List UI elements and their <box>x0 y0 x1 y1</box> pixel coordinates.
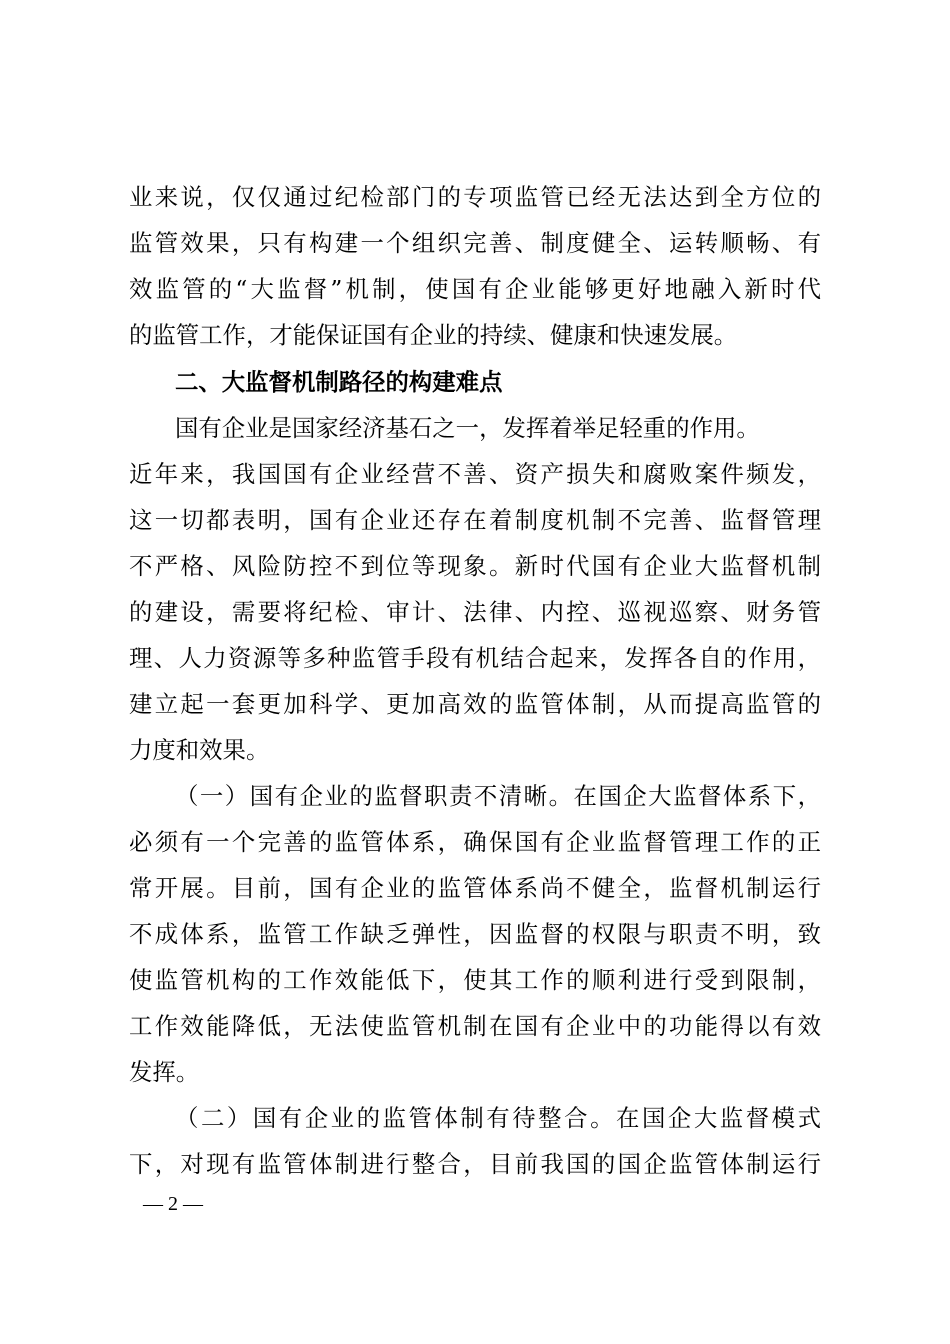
body-text-line: 近年来，我国国有企业经营不善、资产损失和腐败案件频发， <box>129 460 821 488</box>
body-text-line: 工作效能降低，无法使监管机制在国有企业中的功能得以有效 <box>129 1012 821 1040</box>
body-text-line: 必须有一个完善的监管体系，确保国有企业监督管理工作的正 <box>129 828 821 856</box>
body-text-line: 建立起一套更加科学、更加高效的监管体制，从而提高监管的 <box>129 690 821 718</box>
page-number: — 2 — <box>143 1193 203 1215</box>
section-heading: 二、大监督机制路径的构建难点 <box>175 368 503 396</box>
body-text-line: 效监管的“大监督”机制，使国有企业能够更好地融入新时代 <box>129 275 821 303</box>
body-text-line: 的监管工作，才能保证国有企业的持续、健康和快速发展。 <box>129 321 738 349</box>
paragraph-first-line: （一）国有企业的监督职责不清晰。在国企大监督体系下， <box>175 782 821 810</box>
body-text-line: 监管效果，只有构建一个组织完善、制度健全、运转顺畅、有 <box>129 229 821 257</box>
body-text-line: 常开展。目前，国有企业的监管体系尚不健全，监督机制运行 <box>129 874 821 902</box>
body-text-line: 下，对现有监管体制进行整合，目前我国的国企监管体制运行 <box>129 1150 821 1178</box>
body-text-line: 力度和效果。 <box>129 736 270 764</box>
body-text-line: 理、人力资源等多种监管手段有机结合起来，发挥各自的作用， <box>129 644 821 672</box>
paragraph-first-line: （二）国有企业的监管体制有待整合。在国企大监督模式 <box>175 1104 821 1132</box>
body-text-line: 业来说，仅仅通过纪检部门的专项监管已经无法达到全方位的 <box>129 183 821 211</box>
body-text-line: 发挥。 <box>129 1058 200 1086</box>
body-text-line: 不严格、风险防控不到位等现象。新时代国有企业大监督机制 <box>129 552 821 580</box>
body-text-line: 不成体系，监管工作缺乏弹性，因监督的权限与职责不明，致 <box>129 920 821 948</box>
body-text-line: 的建设，需要将纪检、审计、法律、内控、巡视巡察、财务管 <box>129 598 821 626</box>
paragraph-first-line: 国有企业是国家经济基石之一，发挥着举足轻重的作用。 <box>175 414 760 442</box>
body-text-line: 这一切都表明，国有企业还存在着制度机制不完善、监督管理 <box>129 506 821 534</box>
body-text-line: 使监管机构的工作效能低下，使其工作的顺利进行受到限制， <box>129 966 821 994</box>
